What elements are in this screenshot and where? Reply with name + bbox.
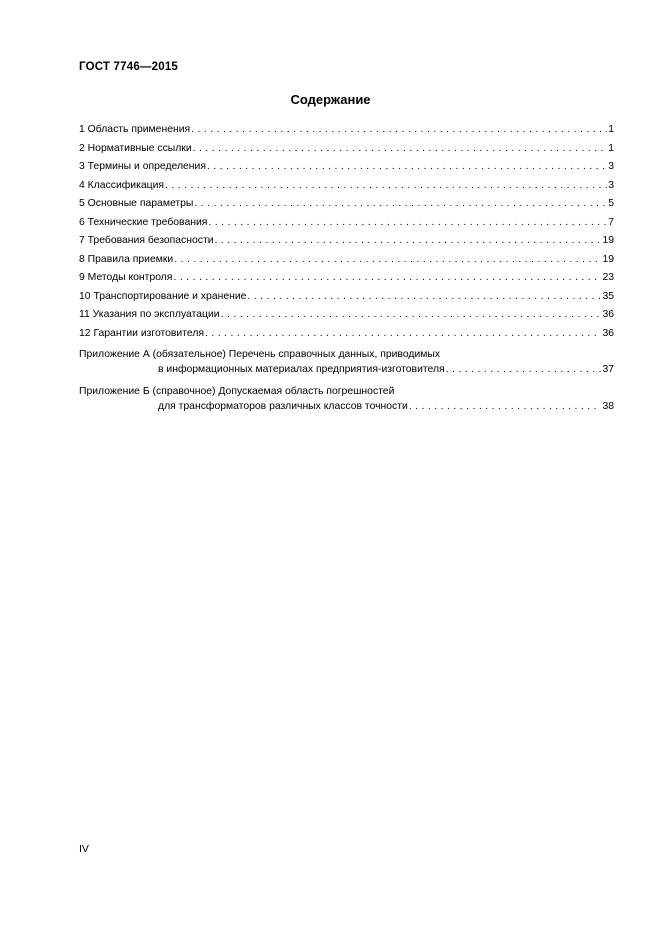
toc-entry-page: 1 [608,124,614,135]
toc-appendix-b[interactable] [79,385,614,419]
toc-entry-label: 8 Правила приемки [79,253,174,265]
toc-entry-label: 5 Основные параметры [79,198,194,209]
toc-entry[interactable] [79,308,614,327]
toc-entry-page: 35 [602,290,614,302]
page-title: Содержание [290,92,371,107]
toc-entry-label: 11 Указания по эксплуатации [79,309,220,320]
toc-entry[interactable] [79,179,614,198]
document-id: ГОСТ 7746—2015 [79,61,179,73]
toc-entry-label: 1 Область применения [79,124,191,135]
table-of-contents [79,123,614,418]
dot-leader [191,123,607,136]
appendix-a-line2-row [79,363,614,382]
dot-leader [446,363,602,376]
appendix-a-page: 37 [602,364,614,375]
toc-entry[interactable] [79,142,614,161]
dot-leader [208,216,607,229]
toc-entry-page: 36 [602,309,614,320]
appendix-a-line2: в информационных материалах предприятия-изготовителя [158,364,445,375]
toc-entry[interactable] [79,160,614,179]
page-number: IV [79,843,89,855]
toc-entry-label: 6 Технические требования [79,216,208,228]
toc-entry-page: 36 [602,327,614,339]
toc-entry-label: 12 Гарантии изготовителя [79,327,205,339]
toc-entry-label: 9 Методы контроля [79,272,173,283]
dot-leader [215,234,602,247]
toc-entry-page: 23 [602,272,614,283]
dot-leader [173,271,601,284]
toc-entry-label: 2 Нормативные ссылки [79,142,192,154]
appendix-a-line1: Приложение А (обязательное) Перечень справочных данных, приводимых [79,349,441,360]
dot-leader [194,197,607,210]
toc-entry-label: 10 Транспортирование и хранение [79,290,247,302]
toc-entry-page: 19 [602,235,614,246]
toc-entry[interactable] [79,253,614,272]
toc-entry-label: 3 Термины и определения [79,161,206,172]
toc-entry-page: 3 [608,161,614,172]
toc-entry[interactable] [79,197,614,216]
appendix-b-line2-row [79,400,614,419]
appendix-b-line1: Приложение Б (справочное) Допускаемая область погрешностей [79,385,395,397]
toc-entry[interactable] [79,123,614,142]
dot-leader [174,253,601,266]
toc-entry[interactable] [79,234,614,253]
dot-leader [247,290,601,303]
toc-entry[interactable] [79,271,614,290]
toc-entry-page: 1 [608,142,614,154]
toc-entry-label: 4 Классификация [79,179,165,191]
toc-entry-label: 7 Требования безопасности [79,235,214,246]
appendix-b-page: 38 [602,400,614,412]
toc-entry-page: 3 [608,179,614,191]
toc-entry[interactable] [79,327,614,346]
toc-appendix-a[interactable] [79,348,614,382]
dot-leader [207,160,607,173]
toc-entry[interactable] [79,290,614,309]
appendix-b-line2: для трансформаторов различных классов точности [158,400,408,412]
dot-leader [193,142,608,155]
toc-entry-page: 7 [608,216,614,228]
dot-leader [409,400,602,413]
dot-leader [221,308,602,321]
dot-leader [165,179,607,192]
toc-entry-page: 5 [608,198,614,209]
toc-entry-page: 19 [602,253,614,265]
toc-entry[interactable] [79,216,614,235]
dot-leader [205,327,601,340]
